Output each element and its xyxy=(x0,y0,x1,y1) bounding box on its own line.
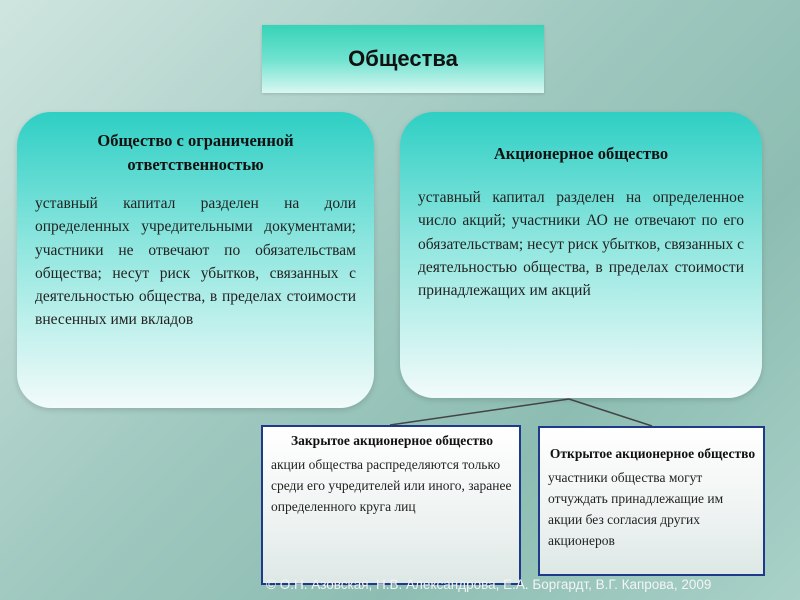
open-jsc-box xyxy=(538,426,765,576)
closed-jsc-text: акции общества распределяются только среди его учредителей или иного, заранее определенного круга лиц xyxy=(271,457,512,514)
llc-heading: Общество с ограниченной ответственностью xyxy=(97,131,294,174)
open-jsc-text: участники общества могут отчуждать принадлежащие им акции без согласия других акционеров xyxy=(548,470,724,548)
connector-line-left xyxy=(390,399,569,425)
connector-line-right xyxy=(569,399,652,426)
jsc-heading: Акционерное общество xyxy=(493,144,669,163)
llc-text: уставный капитал разделен на доли определенных учредительными документами; участники не отвечают по обязательствам общества; несут риск убытков, связанных с деятельностью общества, в пределах стоимости внесенных ими вкладов xyxy=(35,195,356,329)
jsc-text: уставный капитал разделен на определенное число акций; участники АО не отвечают по его обязательствам; несут риск убытков, связанных с деятельностью общества, в пределах стоимости принадлежащих им акций xyxy=(418,189,744,300)
closed-jsc-heading: Закрытое акционерное общество xyxy=(291,433,493,448)
page-title: Общества xyxy=(348,46,458,71)
closed-jsc-box xyxy=(261,425,521,585)
open-jsc-heading: Открытое акционерное общество xyxy=(549,446,756,461)
copyright-footer: © О.Н. Азовская, Н.В. Александрова, Е.А. Боргардт, В.Г. Капрова, 2009 xyxy=(266,577,712,592)
